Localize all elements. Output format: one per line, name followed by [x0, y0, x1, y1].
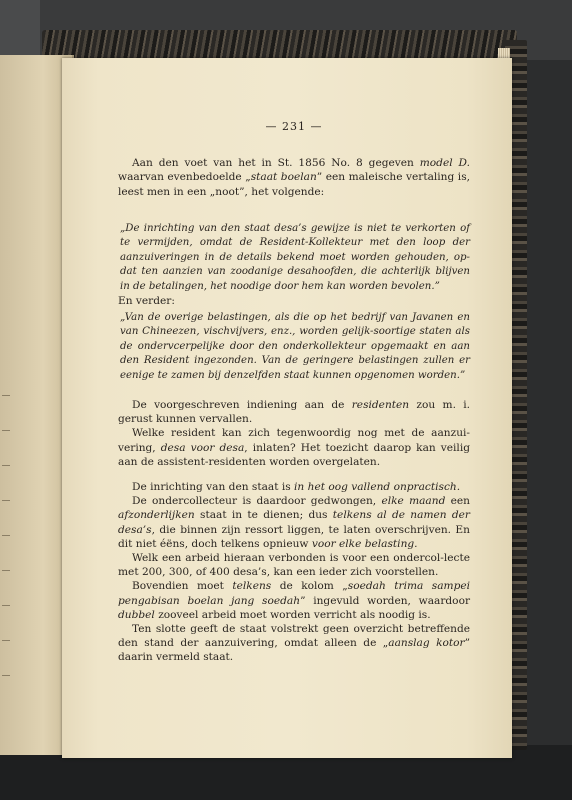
emphasis-run: telkens — [232, 580, 272, 593]
paragraph-ten-slotte — [118, 622, 470, 665]
emphasis-run: elke maand — [381, 495, 446, 508]
paragraph-arbeid: Welk een arbeid hieraan verbonden is voor een ondercol-lecte met 200, 300, of 400 desa’s, kan een ieder zich voorstellen. — [118, 552, 470, 579]
emphasis-run: model D. — [419, 157, 470, 170]
previous-page-text-marks — [0, 55, 12, 755]
text-run: zou m. i. gerust kunnen vervallen. — [118, 399, 470, 426]
paragraph-intro — [118, 156, 470, 199]
text-run: Welke resident kan zich tegenwoordig nog met de aanzui-vering, — [118, 427, 470, 454]
quotation-2: „Van de overige belastingen, als die op het bedrijf van Javanen en van Chineezen, vischvijvers, enz., worden gelijk-soortige staten als de ondervcerpelijke door den onderkollekteur opgemaakt en aan den Resident ingezonden. Van de geringere belastingen zullen er eenige te zamen bij denzelfden staat kunnen opgenomen worden.” — [120, 311, 470, 381]
emphasis-run: afzonderlijken — [118, 509, 195, 522]
page-text — [118, 120, 470, 665]
paragraph-bovendien — [118, 579, 470, 622]
text-run: ” ingevuld worden, waardoor — [300, 594, 471, 607]
text-run: zooveel arbeid moet worden verricht als noodig is. — [154, 608, 431, 621]
emphasis-run: staat boelan — [250, 171, 317, 184]
emphasis-run: aanslag kotor — [388, 637, 465, 650]
text-run: ” daarin vermeld staat. — [118, 637, 471, 664]
text-run: De ondercollecteur is daardoor gedwongen, — [132, 495, 382, 508]
paragraph-inrichting — [118, 480, 470, 494]
text-run: , inlaten? Het toezicht daarop kan veilig aan de assistent-residenten worden overgelaten. — [118, 441, 470, 468]
text-run: Bovendien moet — [132, 580, 233, 593]
emphasis-run: residenten — [351, 399, 410, 412]
page-number: — 231 — — [265, 120, 323, 133]
emphasis-run: soedah trima sampei pengabisan boelan jang soedah — [118, 580, 471, 607]
emphasis-run: voor elke belasting. — [311, 537, 418, 550]
emphasis-run: telkens al de namen der desa’s — [118, 509, 470, 536]
paragraph-indiening — [118, 398, 470, 426]
text-run: ” een maleische vertaling is, leest men in een „noot”, het volgende: — [118, 171, 470, 198]
text-run: een — [445, 495, 471, 508]
paragraph-ondercollecteur — [118, 494, 470, 551]
en-verder-label: En verder: — [118, 295, 175, 308]
book-marbled-edge-top — [42, 30, 517, 60]
text-run: Aan den voet van het in St. 1856 No. 8 gegeven — [132, 157, 420, 170]
text-run: De inrichting van den staat is — [132, 481, 295, 494]
paragraph-welke-resident — [118, 426, 470, 469]
text-run: de kolom „ — [271, 580, 348, 593]
text-run: , die binnen zijn ressort liggen, te laten overschrijven. En dit niet éëns, doch telkens opnieuw — [118, 523, 470, 550]
quotation-1: „De inrichting van den staat desa’s gewijze is niet te verkorten of te vermijden, omdat de Resident-Kollekteur met den loop der aanzuiveringen in de details bekend moet worden gehouden, op-dat ten aanzien van zoodanige desahoofden, die achterlijk blijven in de betalingen, het noodige door hem kan worden bevolen.” — [120, 222, 470, 292]
emphasis-run: in het oog vallend onpractisch. — [294, 481, 461, 494]
emphasis-run: desa voor desa — [160, 441, 245, 454]
emphasis-run: dubbel — [118, 608, 155, 621]
text-run: staat in te dienen; dus — [194, 509, 333, 522]
text-run: Ten slotte geeft de staat volstrekt geen overzicht betreffende den stand der aanzuivering, omdat alleen de „ — [118, 623, 470, 650]
text-run: De voorgeschreven indiening aan de — [132, 399, 352, 412]
text-run: waarvan evenbedoelde „ — [118, 171, 251, 184]
